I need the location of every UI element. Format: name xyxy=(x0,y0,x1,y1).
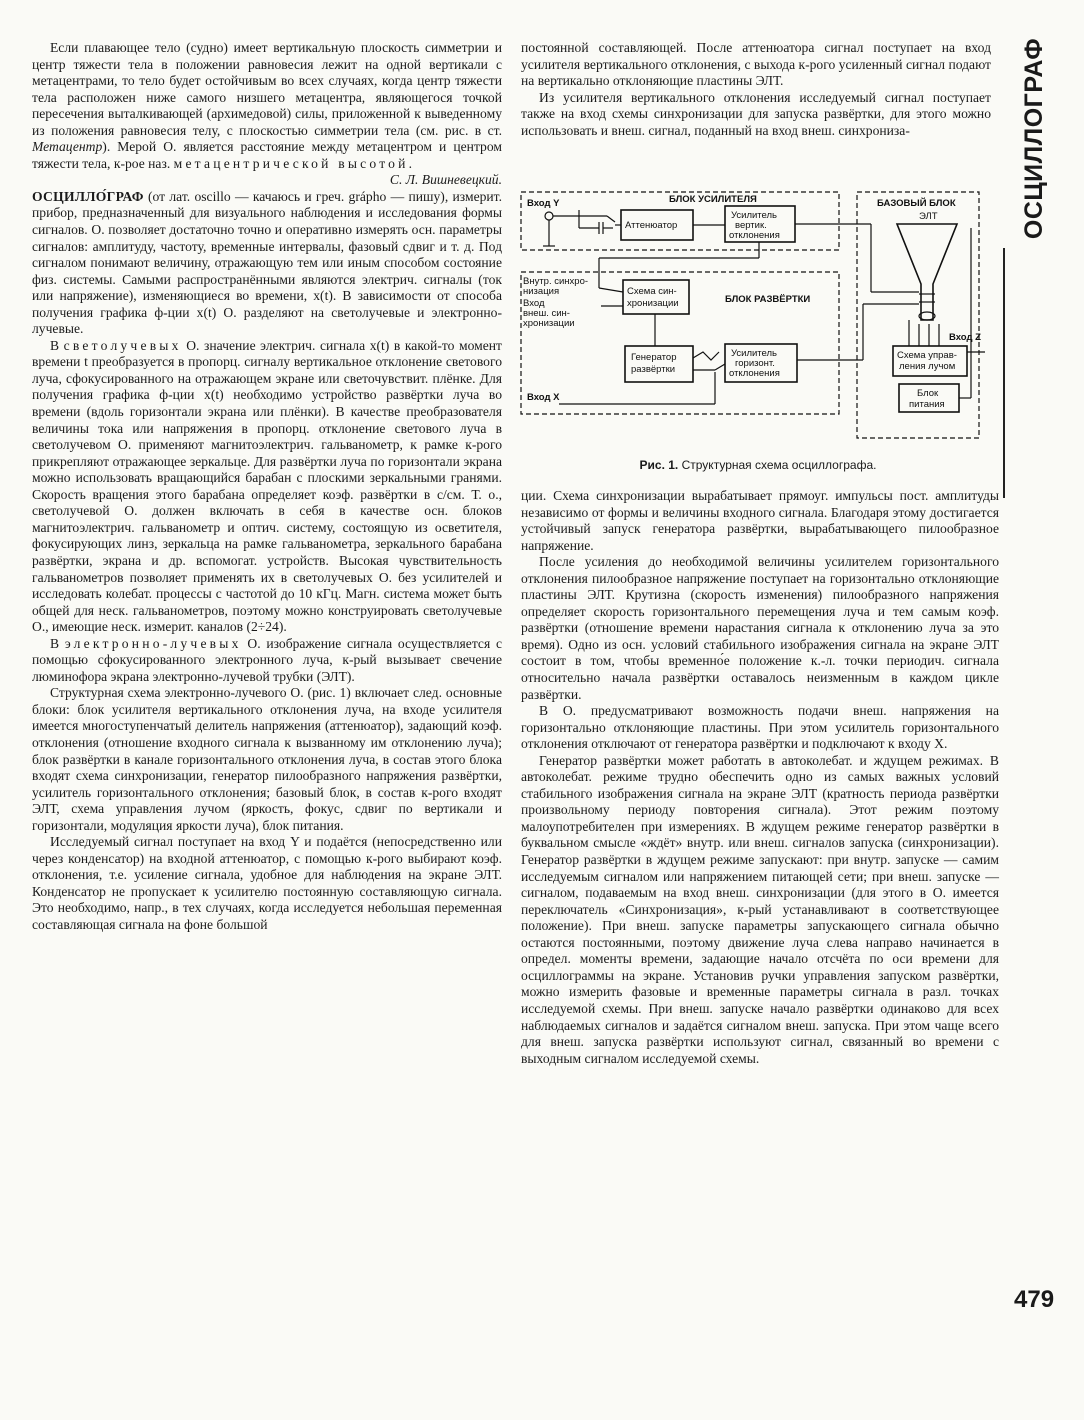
label-sync-1: Схема син- xyxy=(627,286,677,297)
label-power-2: питания xyxy=(909,399,945,410)
label-sweep-block: БЛОК РАЗВЁРТКИ xyxy=(725,294,811,305)
side-title-text: ОСЦИЛЛОГРАФ xyxy=(1020,37,1049,239)
label-vamp-1: Усилитель xyxy=(731,210,778,221)
label-ext-sync-1: Вход xyxy=(523,298,545,309)
right-column-top xyxy=(521,40,991,139)
label-ext-sync-2: внеш. син- xyxy=(523,308,570,319)
side-title xyxy=(1005,38,1065,238)
label-beam-1: Схема управ- xyxy=(897,350,957,361)
label-base-block: БАЗОВЫЙ БЛОК xyxy=(877,198,956,209)
paragraph: В электронно-лучевых О. изображение сигнала осуществляется с помощью сфокусированного электронного луча, к-рый вызывает свечение люминофора экрана электронно-лучевой трубки (ЭЛТ). xyxy=(32,635,502,684)
paragraph: В О. предусматривают возможность подачи внеш. напряжения на горизонтально отклоняющие пластины. При этом усилитель горизонтального отклонения отключают от генератора развёртки и подключают к входу X. xyxy=(521,703,999,752)
paragraph: Исследуемый сигнал поступает на вход Y и подаётся (непосредственно или через конденсатор) на входной аттенюатор, с помощью к-рого выбирают коэф. отклонения, т.е. усиление сигнала, удобное для наблюдения на экране ЭЛТ. Конденсатор не пропускает к усилителю постоянную составляющую сигнала. Это необходимо, напр., в тех случаях, когда исследуется небольшая переменная составляющая сигнала на фоне большой xyxy=(32,834,502,932)
label-gen-1: Генератор xyxy=(631,352,677,363)
label-power-1: Блок xyxy=(917,388,939,399)
paragraph: В светолучевых О. значение электрич. сигнала x(t) в какой-то момент времени t преобразуется в пропорц. сигналу вертикальное отклонение светового луча, сфокусированного на отражающем экране или светочувствит. плёнке. Для получения графика ф-ции x(t) необходимо устройство развёртки луча во времени (вдоль горизонтали экрана или плёнки). В качестве преобразователя величины тока или напряжения в пропорц. отклонение светового луча в светолучевом О. применяют магнитоэлектрич. гальванометр, к рамке к-рого прикрепляют отражающее зеркальце. Для развёртки луча по горизонтали экрана можно использовать вращающийся барабан с плоскими зеркальными гранями. Скорость вращения этого барабана определяет коэф. развёртки в с/см. Т. о., светолучевой О. должен включать в себя в качестве осн. блоков магнитоэлектрич. гальванометр и оптич. систему, состоящую из осветителя, фокусирующих линз, зеркальца на рамке гальванометра, зеркального барабана развёртки, экрана и др. вспомогат. устройств. Высокая чувствительность гальванометров позволяет применять их в светолучевых О. без усилителей и исследовать колебат. процессы с частотой до 10 кГц. Магн. система может быть общей для неск. гальванометров, поэтому можно конструировать светолучевые О., имеющие неск. измерит. каналов (2÷24). xyxy=(32,337,502,635)
diagram-labels xyxy=(523,194,981,410)
paragraph: Из усилителя вертикального отклонения исследуемый сигнал поступает также на вход схемы синхронизации для запуска развёртки, для этого можно использовать и внеш. сигнал, поданный на вход внеш. синхрониза- xyxy=(521,89,991,138)
label-attenuator: Аттенюатор xyxy=(625,220,678,231)
block-diagram-figure xyxy=(519,188,997,450)
paragraph: постоянной составляющей. После аттенюатора сигнал поступает на вход усилителя вертикального отклонения, с выхода к-рого усиленный сигнал подают на вертикально отклоняющие пластины ЭЛТ. xyxy=(521,40,991,89)
paragraph: Генератор развёртки может работать в автоколебат. и ждущем режимах. В автоколебат. режиме трудно обеспечить одно из самых важных условий стабильного изображения сигнала на экране ЭЛТ (кратность периода развёртки произвольному периоду повторения сигнала). Этот режим поэтому малоупотребителен при измерениях. В ждущем режиме генератор развёртки в буквальном смысле «ждёт» внутр. или внеш. сигналов запуска (синхронизации). Генератор развёртки в ждущем режиме запускают: при внутр. запуске — самим исследуемым сигналом или напряжением питающей сети; при внеш. запуске — сигналом, подаваемым на вход внеш. синхронизации (для этого в О. имеется переключатель «Синхронизация», к-рый устанавливают в соответствующее положение). При внеш. запуске параметры запускающего сигнала обычно остаются постоянными, поэтому движение луча слева направо начинается в определ. моменты времени, задающие начало отсчёта по оси времени для осциллограммы на экране. Установив ручки управления запуском развёртки, можно измерить фазовые и временные параметры сигнала в разл. точках исследуемой схемы. При внеш. запуске начало развёртки одинаково для всех наблюдаемых сигналов и задаётся сигналом внеш. запуска. При этом чаще всего для внеш. запуска развёртки используют сигнал, связанный во времени с выходным сигналом исследуемой схемы. xyxy=(521,752,999,1066)
block-diagram xyxy=(519,188,997,450)
entry-heading: ОСЦИЛЛО́ГРАФ xyxy=(32,188,144,204)
right-column-bottom xyxy=(521,488,999,1067)
label-sync-2: хронизации xyxy=(627,298,679,309)
label-int-sync-2: низация xyxy=(523,286,560,297)
page-number: 479 xyxy=(1014,1286,1055,1313)
label-hamp-3: отклонения xyxy=(729,368,780,379)
figure-caption: Рис. 1. Структурная схема осциллографа. xyxy=(639,458,877,472)
paragraph: Структурная схема электронно-лучевого О. (рис. 1) включает след. основные блоки: блок усилителя вертикального отклонения луча, на входе усилителя имеется многоступенчатый делитель напряжения (аттенюатор), задающий коэф. отклонения (отношение входного сигнала к вызванному им отклонению луча); блок развёртки в канале горизонтального отклонения луча, в состав этого блока входят схема синхронизации, генератор пилообразного напряжения развёртки, усилитель горизонтального отклонения; базовый блок, в состав к-рого входят ЭЛТ, схема управления лучом (яркость, фокус, сдвиг по вертикали и горизонтали, модуляция яркости луча), блок питания. xyxy=(32,685,502,833)
author-signature: С. Л. Вишневецкий. xyxy=(389,172,502,188)
label-input-y: Вход Y xyxy=(527,198,560,209)
label-input-x: Вход X xyxy=(527,392,560,403)
label-int-sync-1: Внутр. синхро- xyxy=(523,276,589,287)
paragraph: После усиления до необходимой величины усилителем горизонтального отклонения пилообразное напряжение поступает на горизонтально отклоняющие пластины ЭЛТ. Крутизна (скорость изменения) пилообразного напряжения определяет скорость горизонтального перемещения луча и тем самым коэф. развёртки (отношение времени нарастания сигнала к отклонению луча за это время). Одно из осн. условий стабильного изображения сигнала на экране ЭЛТ состоит в том, чтобы временно́е положение к.-л. точки периодич. сигнала относительно начала развёртки оставалось неизменным в каждом цикле развёртки. xyxy=(521,554,999,702)
label-hamp-2: горизонт. xyxy=(735,358,775,369)
label-ext-sync-3: хронизации xyxy=(523,318,575,329)
label-vamp-3: отклонения xyxy=(729,230,780,241)
side-rule xyxy=(1003,248,1005,498)
paragraph: ции. Схема синхронизации вырабатывает прямоуг. импульсы пост. амплитуды независимо от формы и величины входного сигнала. Благодаря этому достигается устойчивый запуск генератора развёртки, вырабатывающего пилообразное напряжение. xyxy=(521,488,999,553)
label-beam-2: ления лучом xyxy=(899,361,956,372)
label-hamp-1: Усилитель xyxy=(731,348,778,359)
label-crt: ЭЛТ xyxy=(919,211,938,222)
label-amp-block: БЛОК УСИЛИТЕЛЯ xyxy=(669,194,757,205)
paragraph: Если плавающее тело (судно) имеет вертикальную плоскость симметрии и центр тяжести тела в положении равновесия лежит на одной вертикали с метацентрами, то тело будет остойчивым во всех случаях, когда центр тяжести тела расположен ниже самого низшего метацентра, являющегося точкой пересечения выталкивающей (архимедовой) силы, приложенной к выведенному из положения равновесия телу, с плоскостью симметрии тела (см. рис. в ст. Метацентр). Мерой О. является расстояние между метацентром и центром тяжести тела, к-рое наз. метацентрической высотой. xyxy=(32,40,502,171)
entry-paragraph: ОСЦИЛЛО́ГРАФ (от лат. oscillo — качаюсь и греч. grápho — пишу), измерит. прибор, предназначенный для визуального наблюдения и исследования формы сигналов. О. позволяет достаточно точно и оперативно измерять осн. параметры сигналов: амплитуду, частоту, временные интервалы, фазовый сдвиг и т. д. Под сигналом понимают величину, отражающую тем или иным способом состояние физ. системы. Самыми распространёнными являются электрич. сигналы (ток или напряжение), изменяющиеся во времени, x(t). В зависимости от способа получения графика ф-ции x(t) О. разделяют на светолучевые и электронно-лучевые. xyxy=(32,188,502,337)
label-gen-2: развёртки xyxy=(631,364,676,375)
label-vamp-2: вертик. xyxy=(735,220,767,231)
label-input-z: Вход Z xyxy=(949,332,981,343)
cross-reference-link: Метацентр xyxy=(32,139,103,155)
crt-shape xyxy=(897,224,957,320)
left-column xyxy=(32,40,502,934)
